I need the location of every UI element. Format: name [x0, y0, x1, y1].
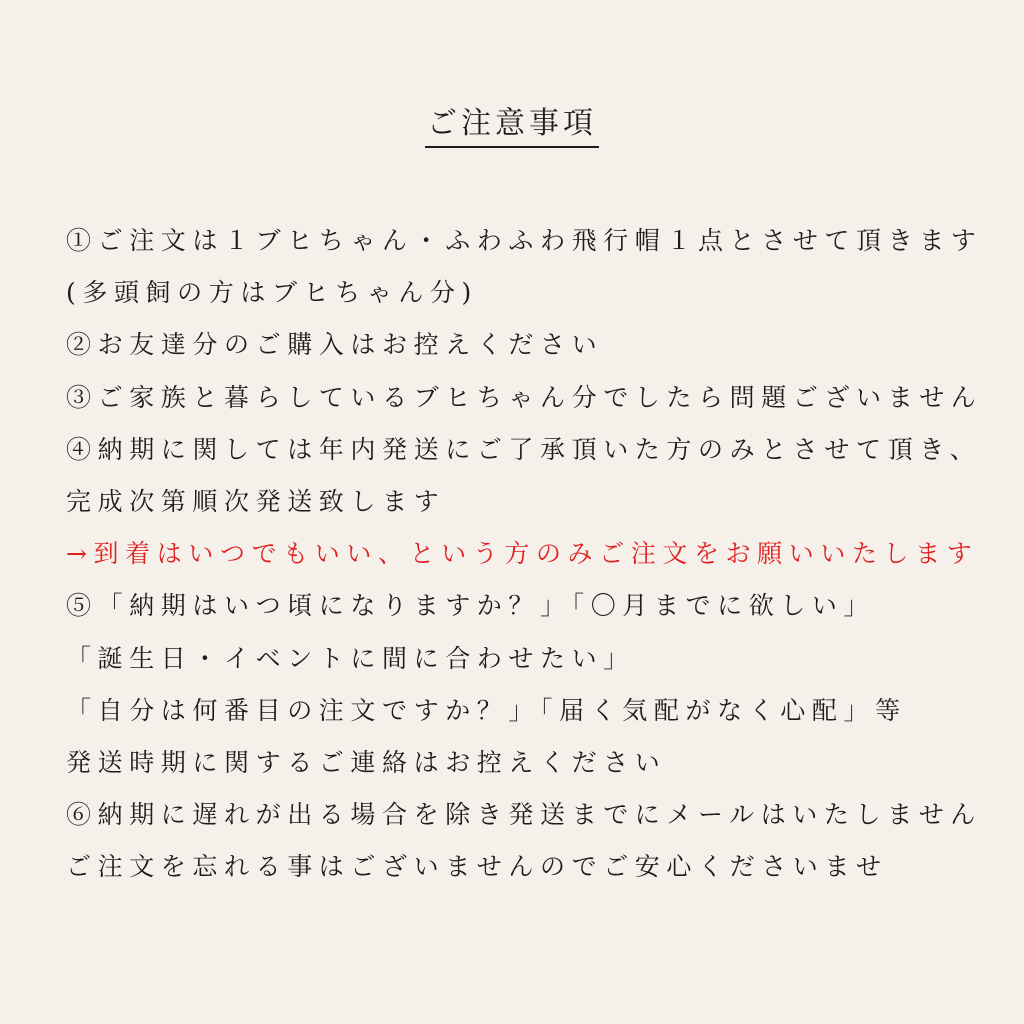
notice-line: (多頭飼の方はブヒちゃん分) [66, 278, 478, 308]
notice-line: 発送時期に関するご連絡はお控えください [66, 747, 667, 777]
notice-line: ⑥納期に遅れが出る場合を除き発送までにメールはいたしません [66, 800, 982, 830]
notice-line: 「自分は何番目の注文ですか？」「届く気配がなく心配」等 [66, 695, 907, 725]
notice-line-highlight: →到着はいつでもいい、という方のみご注文をお願いいたします [66, 539, 979, 569]
notice-list [66, 215, 983, 893]
notice-line: ⑤「納期はいつ頃になりますか？」「〇月までに欲しい」 [66, 591, 876, 621]
notice-line: ご注文を忘れる事はございませんのでご安心くださいませ [66, 852, 888, 882]
notice-line: ②お友達分のご購入はお控えください [66, 330, 604, 360]
notice-line: ④納期に関しては年内発送にご了承頂いた方のみとさせて頂き、 [66, 434, 982, 464]
notice-line: 完成次第順次発送致します [66, 486, 446, 516]
notice-line: ③ご家族と暮らしているブヒちゃん分でしたら問題ございません [66, 382, 983, 412]
notice-line: 「誕生日・イベントに間に合わせたい」 [66, 643, 635, 673]
notice-line: ①ご注文は１ブヒちゃん・ふわふわ飛行帽１点とさせて頂きます [66, 226, 983, 255]
title-block [0, 104, 1024, 148]
page-title: ご注意事項 [425, 104, 599, 148]
